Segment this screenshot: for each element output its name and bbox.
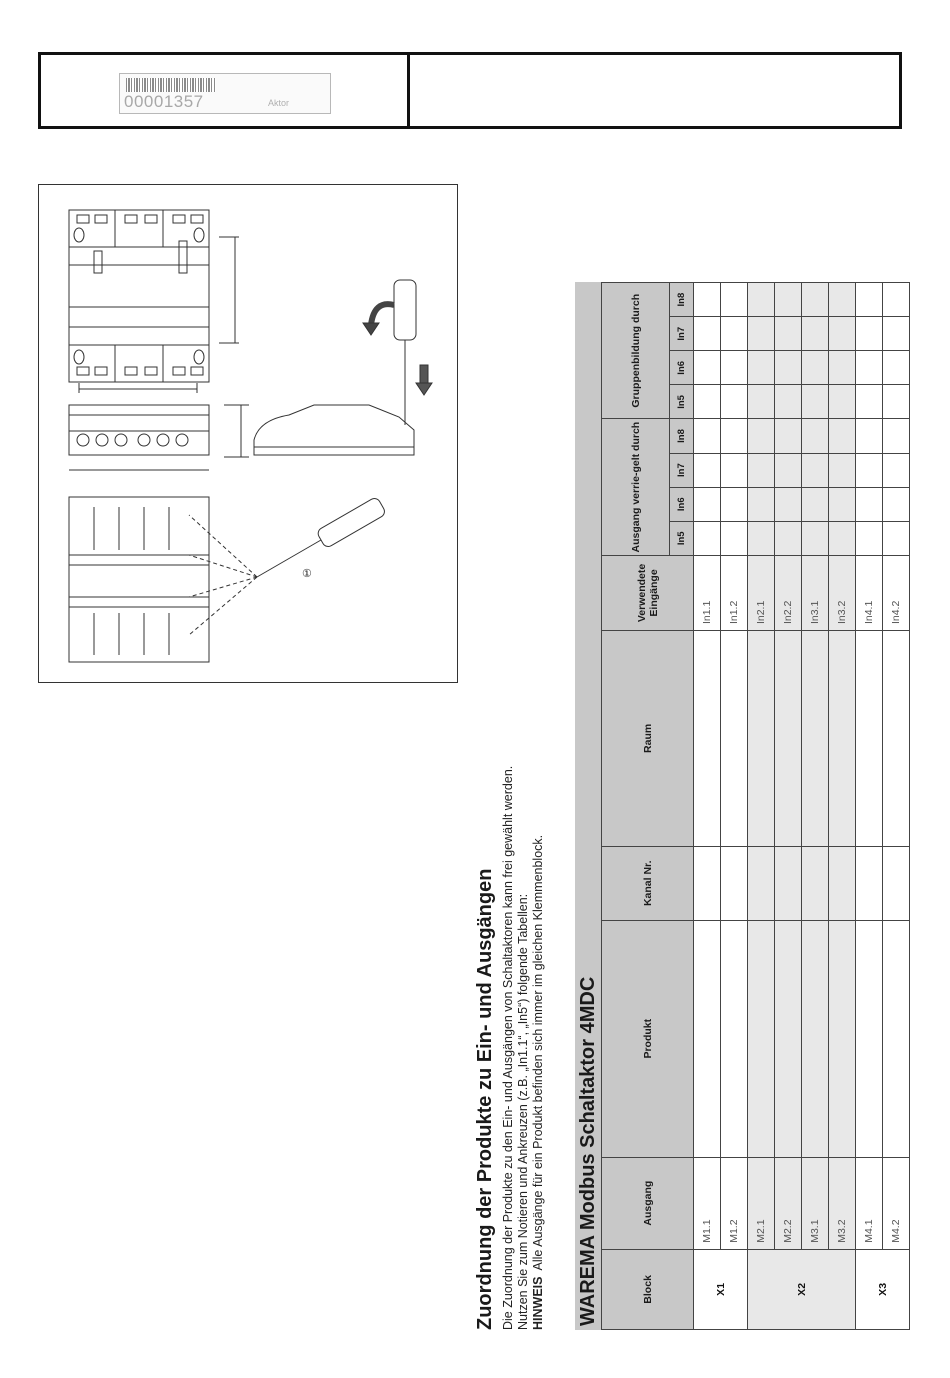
- kanal-cell[interactable]: [694, 846, 721, 920]
- sticker-type: Aktor: [268, 98, 290, 108]
- check-cell[interactable]: [694, 419, 721, 453]
- produkt-cell[interactable]: [829, 920, 856, 1157]
- check-cell[interactable]: [775, 487, 802, 521]
- sub-in8: In8: [670, 283, 694, 317]
- check-cell[interactable]: [748, 317, 775, 351]
- serial-number: 00001357: [124, 92, 204, 111]
- module-side-view: [69, 405, 209, 455]
- block-cell: X1: [694, 1249, 748, 1329]
- check-cell[interactable]: [856, 453, 883, 487]
- intro-line-2: Nutzen Sie zum Notieren und Ankreuzen (z.B. „In1.1“, „In5“) folgende Tabellen:: [516, 893, 530, 1330]
- kanal-cell[interactable]: [748, 846, 775, 920]
- sub-in6: In6: [670, 487, 694, 521]
- check-cell[interactable]: [775, 351, 802, 385]
- raum-cell[interactable]: [829, 631, 856, 847]
- check-cell[interactable]: [802, 453, 829, 487]
- check-cell[interactable]: [775, 521, 802, 555]
- col-eingaenge: Verwendete Eingänge: [602, 555, 694, 630]
- block-cell: X2: [748, 1249, 856, 1329]
- table-row: [775, 283, 802, 1330]
- check-cell[interactable]: [829, 283, 856, 317]
- check-cell[interactable]: [775, 283, 802, 317]
- callout-marker: ①: [302, 568, 312, 580]
- check-cell[interactable]: [775, 453, 802, 487]
- check-cell[interactable]: [721, 521, 748, 555]
- check-cell[interactable]: [883, 283, 910, 317]
- check-cell[interactable]: [694, 283, 721, 317]
- sub-in7: In7: [670, 453, 694, 487]
- eingang-cell: In2.2: [775, 555, 802, 630]
- check-cell[interactable]: [829, 351, 856, 385]
- sub-in6: In6: [670, 351, 694, 385]
- section-title: Zuordnung der Produkte zu Ein- und Ausgängen: [474, 868, 496, 1330]
- eingang-cell: In1.1: [694, 555, 721, 630]
- table-row: [721, 283, 748, 1330]
- check-cell[interactable]: [883, 419, 910, 453]
- sub-in5: In5: [670, 385, 694, 419]
- table-row: [829, 283, 856, 1330]
- kanal-cell[interactable]: [775, 846, 802, 920]
- raum-cell[interactable]: [856, 631, 883, 847]
- kanal-cell[interactable]: [802, 846, 829, 920]
- check-cell[interactable]: [775, 317, 802, 351]
- check-cell[interactable]: [802, 419, 829, 453]
- table-row: [748, 283, 775, 1330]
- eingang-cell: In3.1: [802, 555, 829, 630]
- col-verriegelt: Ausgang verrie-gelt durch: [602, 419, 670, 555]
- check-cell[interactable]: [775, 385, 802, 419]
- check-cell[interactable]: [748, 385, 775, 419]
- raum-cell[interactable]: [694, 631, 721, 847]
- col-raum: Raum: [602, 631, 694, 847]
- check-cell[interactable]: [829, 317, 856, 351]
- produkt-cell[interactable]: [802, 920, 829, 1157]
- kanal-cell[interactable]: [856, 846, 883, 920]
- check-cell[interactable]: [748, 419, 775, 453]
- check-cell[interactable]: [802, 385, 829, 419]
- check-cell[interactable]: [856, 419, 883, 453]
- ausgang-cell: M4.1: [856, 1157, 883, 1249]
- check-cell[interactable]: [802, 283, 829, 317]
- check-cell[interactable]: [721, 385, 748, 419]
- header-divider: [407, 52, 410, 129]
- raum-cell[interactable]: [775, 631, 802, 847]
- check-cell[interactable]: [694, 317, 721, 351]
- kanal-cell[interactable]: [883, 846, 910, 920]
- block-cell: X3: [856, 1249, 910, 1329]
- check-cell[interactable]: [856, 317, 883, 351]
- raum-cell[interactable]: [721, 631, 748, 847]
- check-cell[interactable]: [856, 283, 883, 317]
- check-cell[interactable]: [748, 521, 775, 555]
- check-cell[interactable]: [748, 453, 775, 487]
- ausgang-cell: M4.2: [883, 1157, 910, 1249]
- check-cell[interactable]: [721, 487, 748, 521]
- check-cell[interactable]: [829, 453, 856, 487]
- check-cell[interactable]: [856, 487, 883, 521]
- sub-in8: In8: [670, 419, 694, 453]
- table-row: [856, 283, 883, 1330]
- check-cell[interactable]: [748, 487, 775, 521]
- table-row: [694, 283, 721, 1330]
- col-produkt: Produkt: [602, 920, 694, 1157]
- check-cell[interactable]: [694, 487, 721, 521]
- kanal-cell[interactable]: [829, 846, 856, 920]
- check-cell[interactable]: [694, 453, 721, 487]
- raum-cell[interactable]: [883, 631, 910, 847]
- io-table: [601, 282, 910, 1330]
- eingang-cell: In3.2: [829, 555, 856, 630]
- check-cell[interactable]: [883, 453, 910, 487]
- check-cell[interactable]: [802, 351, 829, 385]
- ausgang-cell: M3.1: [802, 1157, 829, 1249]
- ausgang-cell: M1.2: [721, 1157, 748, 1249]
- kanal-cell[interactable]: [721, 846, 748, 920]
- ausgang-cell: M2.1: [748, 1157, 775, 1249]
- produkt-cell[interactable]: [856, 920, 883, 1157]
- hinweis-line: [531, 835, 545, 1330]
- sub-in5: In5: [670, 521, 694, 555]
- check-cell[interactable]: [775, 419, 802, 453]
- check-cell[interactable]: [721, 453, 748, 487]
- check-cell[interactable]: [883, 317, 910, 351]
- device-drawing: [39, 185, 459, 684]
- produkt-cell[interactable]: [748, 920, 775, 1157]
- check-cell[interactable]: [829, 419, 856, 453]
- eingang-cell: In1.2: [721, 555, 748, 630]
- col-block: Block: [602, 1249, 694, 1329]
- intro-line-1: Die Zuordnung der Produkte zu den Ein- und Ausgängen von Schaltaktoren kann frei gewählt werden.: [501, 765, 515, 1330]
- check-cell[interactable]: [748, 351, 775, 385]
- hinweis-text: Alle Ausgänge für ein Produkt befinden sich immer im gleichen Klemmenblock.: [531, 834, 545, 1271]
- check-cell[interactable]: [883, 385, 910, 419]
- check-cell[interactable]: [694, 521, 721, 555]
- eingang-cell: In4.1: [856, 555, 883, 630]
- check-cell[interactable]: [721, 351, 748, 385]
- check-cell[interactable]: [883, 351, 910, 385]
- check-cell[interactable]: [802, 317, 829, 351]
- produkt-cell[interactable]: [694, 920, 721, 1157]
- check-cell[interactable]: [829, 487, 856, 521]
- mounting-diagram: [38, 184, 458, 683]
- check-cell[interactable]: [721, 317, 748, 351]
- ausgang-cell: M2.2: [775, 1157, 802, 1249]
- table-row: [802, 283, 829, 1330]
- check-cell[interactable]: [829, 521, 856, 555]
- ausgang-cell: M3.2: [829, 1157, 856, 1249]
- check-cell[interactable]: [721, 283, 748, 317]
- screwdriver-icon: [394, 280, 416, 340]
- table-row: [883, 283, 910, 1330]
- col-kanal: Kanal Nr.: [602, 846, 694, 920]
- raum-cell[interactable]: [802, 631, 829, 847]
- module-top-view: [69, 210, 209, 382]
- check-cell[interactable]: [694, 385, 721, 419]
- col-ausgang: Ausgang: [602, 1157, 694, 1249]
- sub-in7: In7: [670, 317, 694, 351]
- check-cell[interactable]: [802, 487, 829, 521]
- check-cell[interactable]: [802, 521, 829, 555]
- screwdriver-diagonal-icon: [316, 496, 387, 548]
- check-cell[interactable]: [748, 283, 775, 317]
- table-title: WAREMA Modbus Schaltaktor 4MDC: [575, 282, 602, 1330]
- eingang-cell: In2.1: [748, 555, 775, 630]
- check-cell[interactable]: [694, 351, 721, 385]
- check-cell[interactable]: [829, 385, 856, 419]
- product-label-sticker: [119, 73, 331, 114]
- col-gruppen: Gruppenbildung durch: [602, 283, 670, 419]
- rotated-content: [470, 270, 902, 1330]
- check-cell[interactable]: [721, 419, 748, 453]
- check-cell[interactable]: [883, 521, 910, 555]
- barcode-icon: [126, 78, 216, 92]
- produkt-cell[interactable]: [775, 920, 802, 1157]
- hinweis-label: HINWEIS: [531, 1276, 545, 1330]
- check-cell[interactable]: [883, 487, 910, 521]
- produkt-cell[interactable]: [721, 920, 748, 1157]
- check-cell[interactable]: [856, 351, 883, 385]
- module-bottom-view: [69, 497, 209, 662]
- check-cell[interactable]: [856, 521, 883, 555]
- eingang-cell: In4.2: [883, 555, 910, 630]
- check-cell[interactable]: [856, 385, 883, 419]
- ausgang-cell: M1.1: [694, 1157, 721, 1249]
- raum-cell[interactable]: [748, 631, 775, 847]
- produkt-cell[interactable]: [883, 920, 910, 1157]
